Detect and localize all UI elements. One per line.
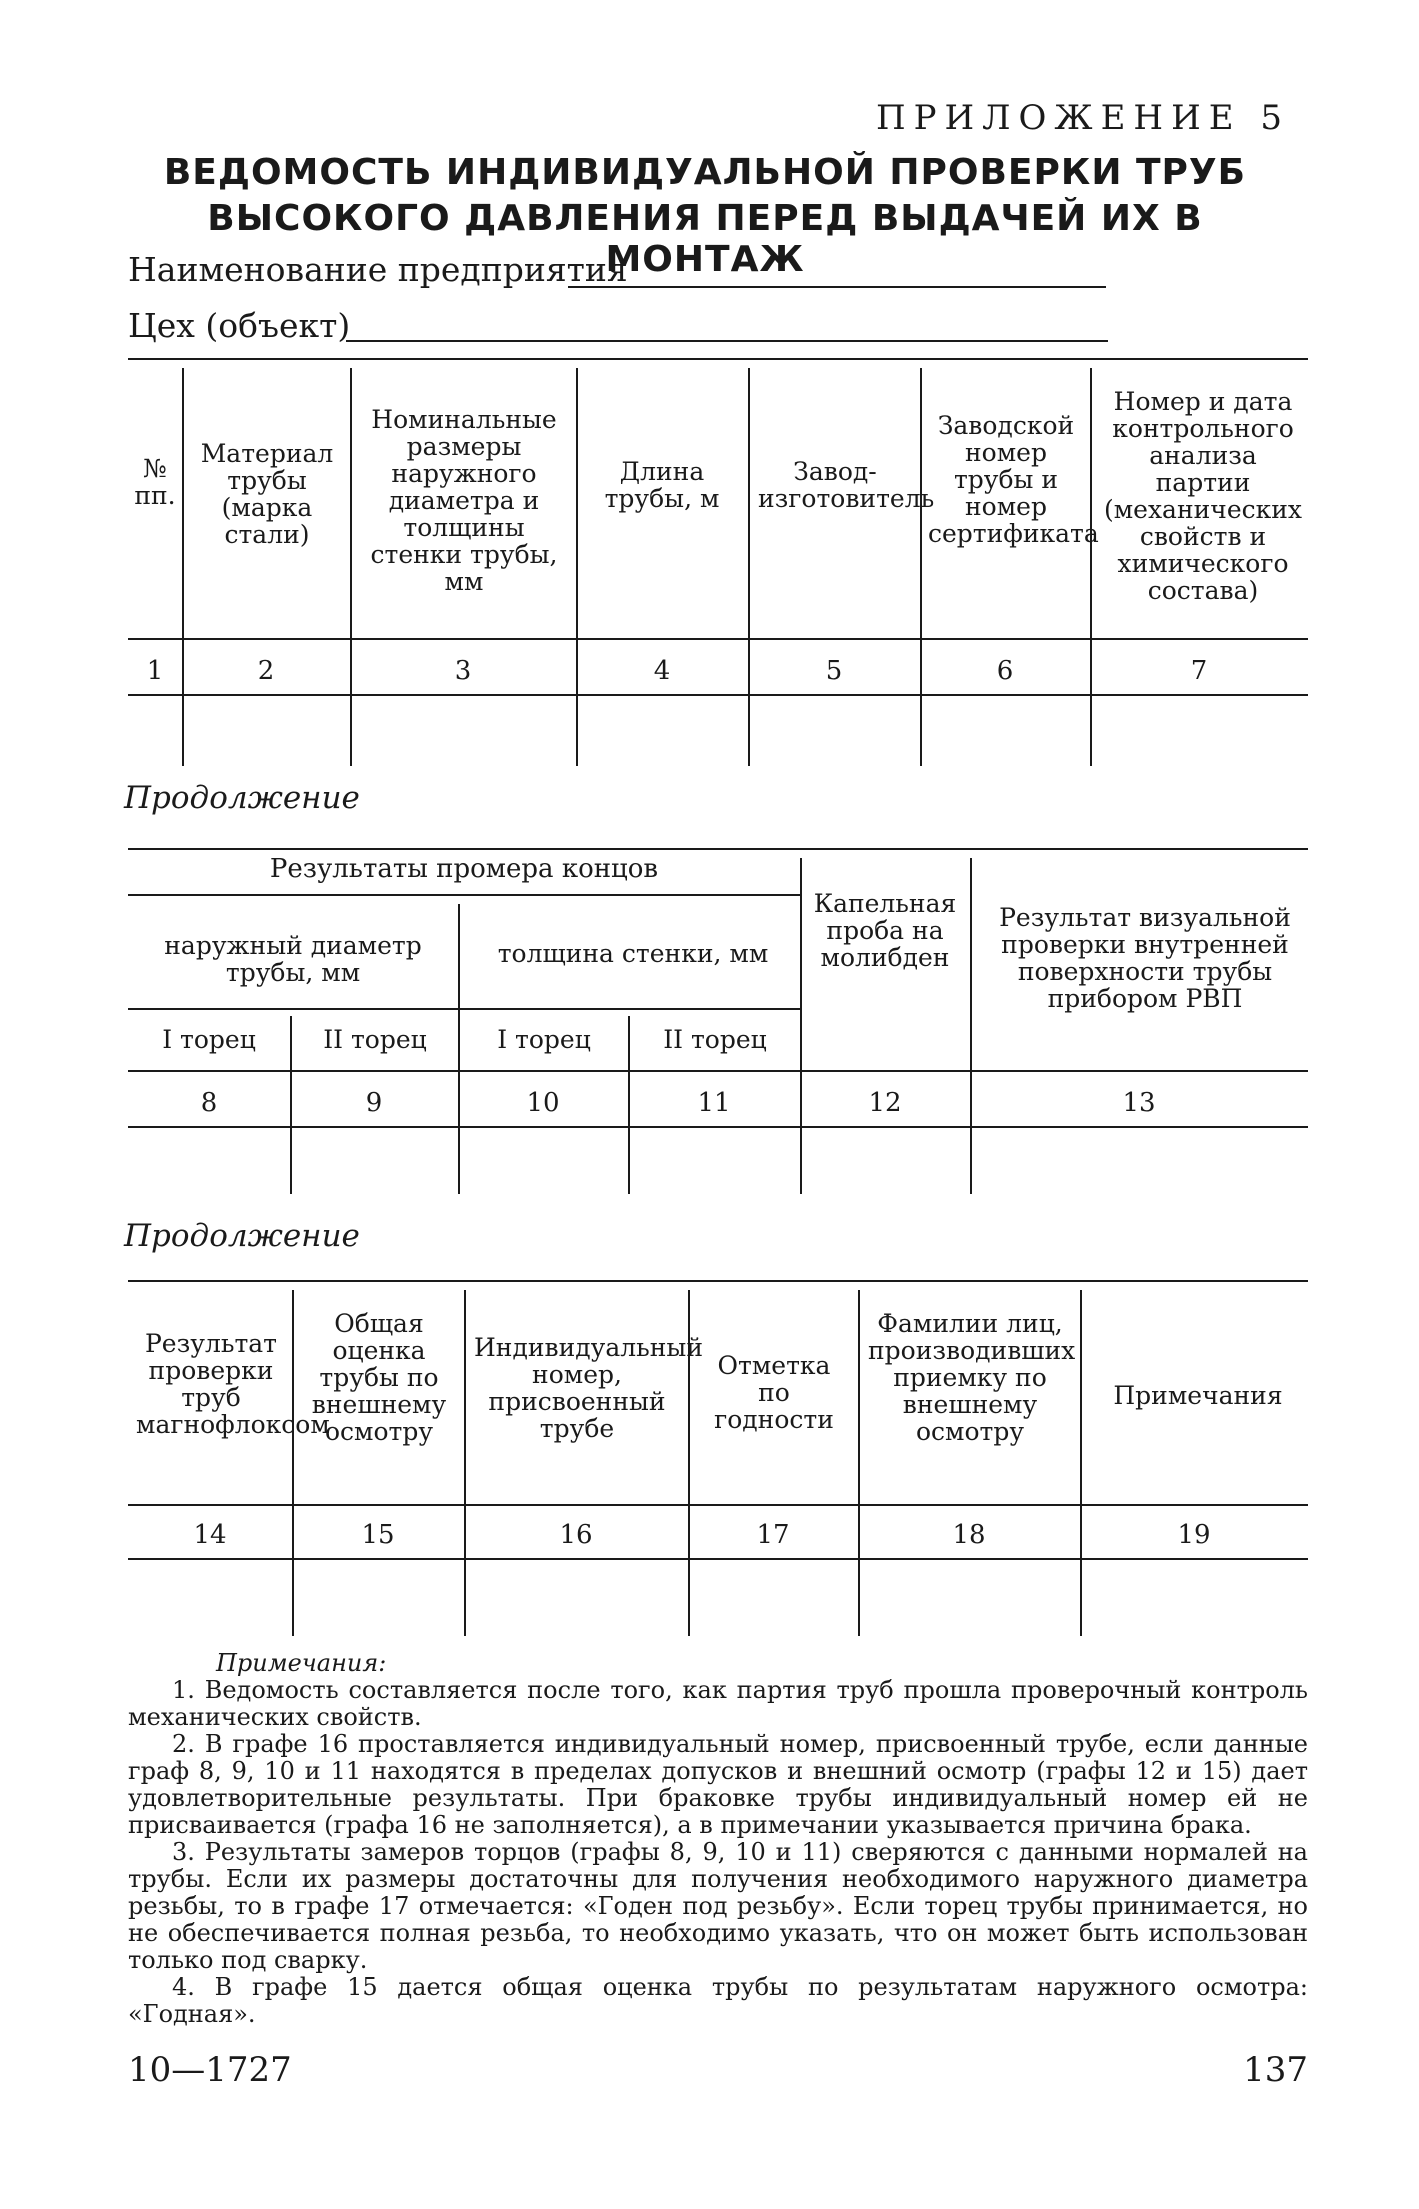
table1-col-divider: [350, 368, 352, 766]
t1-header-sizes: Номинальные размеры наружного диаметра и толщины стенки трубы, мм: [370, 405, 558, 596]
t1-col-number: 6: [996, 656, 1014, 686]
t2-outer-end1: I торец: [162, 1025, 256, 1054]
footer-signature: 10—1727: [128, 2050, 292, 2090]
table3-number-rule: [128, 1558, 1308, 1560]
t2-wall-end1: I торец: [497, 1025, 591, 1054]
t1-header-material: Материал трубы (марка стали): [200, 439, 334, 549]
t3-col-number: 19: [1177, 1520, 1211, 1550]
t1-header-length: Длина трубы, м: [604, 457, 720, 513]
t3-header-magnoflux: Результат проверки труб магнофлоксом: [136, 1329, 330, 1439]
appendix-label: ПРИЛОЖЕНИЕ 5: [875, 98, 1290, 138]
shop-field-line: [346, 340, 1108, 342]
table3-col-divider: [1080, 1290, 1082, 1636]
table2-sub-rule: [128, 1008, 800, 1010]
note-item: 4. В графе 15 дается общая оценка трубы по результатам наружного осмотра: «Годная».: [128, 1973, 1308, 2028]
t2-visual-check: Результат визуальной проверки внутренней поверхности трубы прибором РВП: [999, 903, 1291, 1013]
page-number: 137: [1243, 2050, 1308, 2090]
t2-col-number: 11: [697, 1088, 731, 1118]
table1-col-divider: [1090, 368, 1092, 766]
t1-header-manufacturer: Завод-изготовитель: [758, 457, 935, 513]
t3-col-number: 15: [361, 1520, 395, 1550]
table2-number-rule: [128, 1126, 1308, 1128]
table3-col-divider: [858, 1290, 860, 1636]
t2-outer-end2: II торец: [323, 1025, 427, 1054]
table1-top-rule: [128, 358, 1308, 360]
t1-col-number: 5: [825, 656, 843, 686]
table3-top-rule: [128, 1280, 1308, 1282]
notes-section: [128, 1650, 1308, 2028]
t2-col-number: 13: [1122, 1088, 1156, 1118]
t1-header-analysis: Номер и дата контрольного анализа партии (механических свойств и химического состава): [1103, 387, 1303, 605]
continuation-label-1: Продолжение: [124, 780, 360, 816]
t3-header-individual-number: Индивидуальный номер, присвоенный трубе: [474, 1333, 703, 1443]
table2-col-divider: [800, 858, 802, 1194]
t2-col-number: 12: [868, 1088, 902, 1118]
table1-col-divider: [576, 368, 578, 766]
table2-col-divider: [970, 858, 972, 1194]
enterprise-field-line: [568, 286, 1106, 288]
t3-col-number: 18: [952, 1520, 986, 1550]
table1-col-divider: [182, 368, 184, 766]
t2-col-number: 8: [200, 1088, 218, 1118]
t1-header-factory-number: Заводской номер трубы и номер сертификата: [928, 411, 1099, 548]
table1-number-rule: [128, 694, 1308, 696]
enterprise-field-label: Наименование предприятия: [128, 250, 628, 289]
t3-header-overall-grade: Общая оценка трубы по внешнему осмотру: [311, 1309, 447, 1446]
t3-col-number: 14: [193, 1520, 227, 1550]
t3-col-number: 17: [756, 1520, 790, 1550]
t1-header-no: № пп.: [134, 454, 176, 510]
t3-col-number: 16: [559, 1520, 593, 1550]
table2-top-rule: [128, 848, 1308, 850]
notes-heading: Примечания:: [216, 1649, 387, 1677]
table3-col-divider: [292, 1290, 294, 1636]
t1-col-number: 1: [146, 656, 164, 686]
shop-field-label: Цех (объект): [128, 306, 351, 345]
t2-sub-outer-diameter: наружный диаметр трубы, мм: [164, 931, 422, 987]
continuation-label-2: Продолжение: [124, 1218, 360, 1254]
t3-header-inspectors: Фамилии лиц, производивших приемку по внешнему осмотру: [868, 1309, 1076, 1446]
t2-col-number: 9: [365, 1088, 383, 1118]
t2-drop-test: Капельная проба на молибден: [813, 889, 957, 972]
note-item: 3. Результаты замеров торцов (графы 8, 9, 10 и 11) сверяются с данными нормалей на трубы. Если их размеры достаточны для получения необходимого наружного диаметра резьбы, то в графе 17 отмечается: «Годен под резьбу». Если торец трубы принимается, но не обеспечивается полная резьба, то необходимо указать, что он может быть использован только под сварку.: [128, 1838, 1308, 1974]
t1-col-number: 7: [1190, 656, 1208, 686]
t1-col-number: 3: [454, 656, 472, 686]
note-item: 1. Ведомость составляется после того, как партия труб прошла проверочный контроль механических свойств.: [128, 1676, 1308, 1731]
t2-wall-end2: II торец: [663, 1025, 767, 1054]
t2-group-header: Результаты промера концов: [269, 854, 659, 884]
t1-col-number: 4: [653, 656, 671, 686]
table1-col-divider: [748, 368, 750, 766]
t2-sub-wall-thickness: толщина стенки, мм: [497, 939, 769, 968]
note-item: 2. В графе 16 проставляется индивидуальный номер, присвоенный трубе, если данные граф 8, 9, 10 и 11 находятся в пределах допусков и внешний осмотр (графы 12 и 15) дает удовлетворительные результаты. При браковке трубы индивидуальный номер ей не присваивается (графа 16 не заполняется), а в примечании указывается причина брака.: [128, 1730, 1308, 1839]
t3-header-remarks: Примечания: [1113, 1381, 1283, 1410]
t1-col-number: 2: [257, 656, 275, 686]
table2-header-rule: [128, 1070, 1308, 1072]
table3-header-rule: [128, 1504, 1308, 1506]
table1-col-divider: [920, 368, 922, 766]
document-title-line1: ВЕДОМОСТЬ ИНДИВИДУАЛЬНОЙ ПРОВЕРКИ ТРУБ: [163, 152, 1247, 193]
t3-header-fitness-mark: Отметка по годности: [714, 1351, 834, 1434]
table1-header-rule: [128, 638, 1308, 640]
document-title-line2: ВЫСОКОГО ДАВЛЕНИЯ ПЕРЕД ВЫДАЧЕЙ ИХ В МОНТАЖ: [207, 198, 1203, 280]
table3-col-divider: [464, 1290, 466, 1636]
t2-col-number: 10: [526, 1088, 560, 1118]
table2-group-rule: [128, 894, 800, 896]
